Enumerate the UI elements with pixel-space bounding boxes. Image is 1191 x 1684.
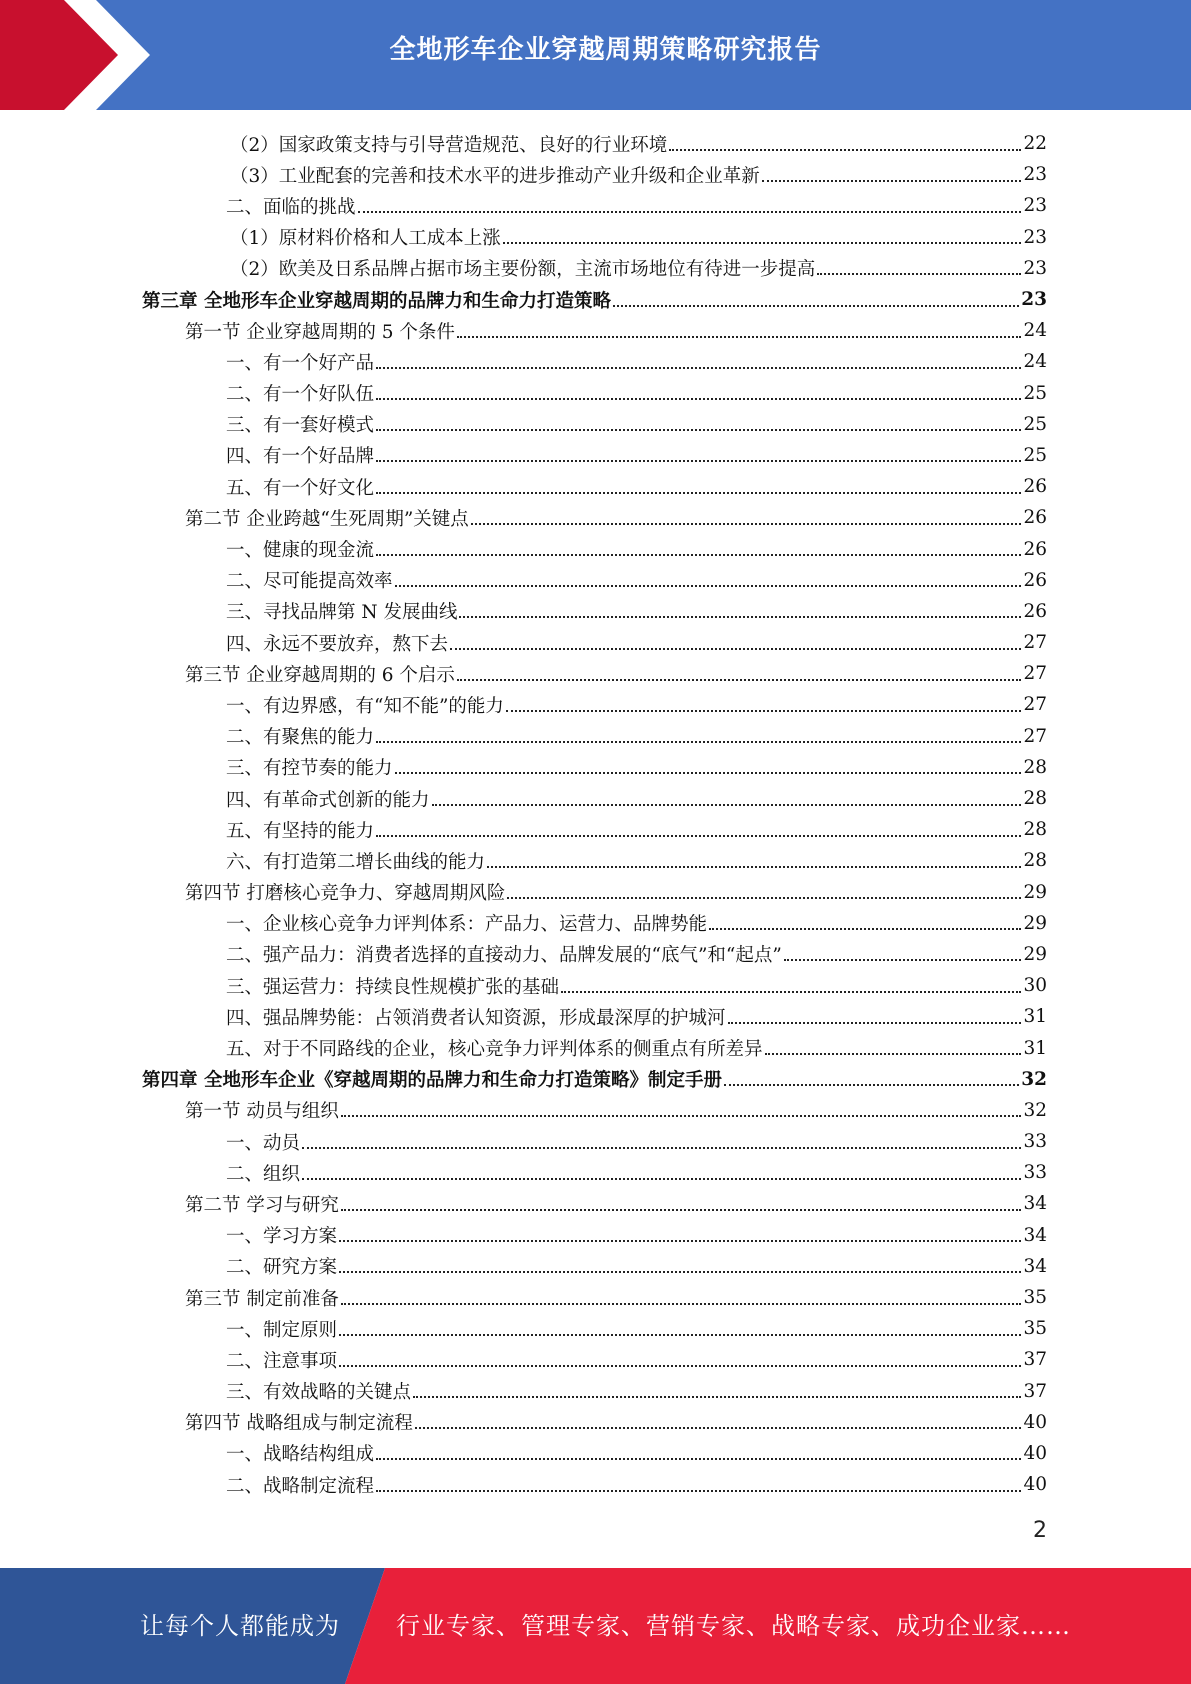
toc-dot-leader [376, 429, 1021, 431]
toc-entry[interactable] [0, 533, 1191, 564]
toc-entry[interactable] [0, 596, 1191, 627]
toc-entry-page: 25 [1023, 382, 1047, 404]
toc-entry[interactable] [0, 908, 1191, 939]
toc-dot-leader [709, 928, 1021, 930]
toc-entry-page: 33 [1023, 1131, 1047, 1153]
toc-entry-page: 23 [1023, 226, 1047, 248]
toc-entry-page: 40 [1023, 1474, 1047, 1496]
toc-entry[interactable] [0, 378, 1191, 409]
toc-entry-title: （2）欧美及日系品牌占据市场主要份额，主流市场地位有待进一步提高 [230, 259, 816, 281]
toc-entry[interactable] [0, 1064, 1191, 1095]
toc-entry[interactable] [0, 222, 1191, 253]
toc-dot-leader [415, 1427, 1022, 1429]
toc-entry-page: 27 [1023, 725, 1047, 747]
toc-dot-leader [302, 1178, 1021, 1180]
toc-entry[interactable] [0, 128, 1191, 159]
report-title: 全地形车企业穿越周期策略研究报告 [389, 35, 822, 65]
toc-entry-page: 22 [1023, 133, 1047, 155]
toc-entry[interactable] [0, 253, 1191, 284]
toc-dot-leader [817, 273, 1021, 275]
toc-dot-leader [341, 1115, 1022, 1117]
toc-entry[interactable] [0, 471, 1191, 502]
toc-entry[interactable] [0, 565, 1191, 596]
toc-entry-page: 34 [1023, 1224, 1047, 1246]
toc-entry-title: 二、组织 [226, 1163, 301, 1185]
toc-dot-leader [358, 211, 1022, 213]
toc-entry[interactable] [0, 1407, 1191, 1438]
toc-entry-title: 第二节 学习与研究 [185, 1194, 339, 1216]
toc-entry-title: 一、健康的现金流 [226, 540, 375, 562]
toc-entry-page: 40 [1023, 1411, 1047, 1433]
toc-dot-leader [339, 1365, 1021, 1367]
toc-entry-page: 35 [1023, 1287, 1047, 1309]
toc-entry-title: 二、注意事项 [226, 1350, 338, 1372]
toc-entry-page: 23 [1023, 257, 1047, 279]
toc-entry-title: 一、学习方案 [226, 1226, 338, 1248]
toc-dot-leader [339, 1334, 1021, 1336]
toc-dot-leader [339, 1271, 1021, 1273]
toc-entry-page: 35 [1023, 1318, 1047, 1340]
toc-entry-page: 29 [1023, 912, 1047, 934]
toc-dot-leader [341, 1303, 1022, 1305]
toc-dot-leader [376, 492, 1021, 494]
toc-dot-leader [376, 741, 1021, 743]
toc-entry-title: 第二节 企业跨越“生死周期”关键点 [185, 508, 469, 530]
toc-dot-leader [395, 772, 1022, 774]
toc-dot-leader [376, 398, 1021, 400]
toc-entry-title: 五、对于不同路线的企业，核心竞争力评判体系的侧重点有所差异 [226, 1039, 763, 1061]
page-header [0, 0, 1191, 110]
toc-entry-title: 二、面临的挑战 [226, 196, 356, 218]
toc-entry[interactable] [0, 346, 1191, 377]
toc-entry[interactable] [0, 159, 1191, 190]
toc-dot-leader [507, 897, 1021, 899]
toc-dot-leader [765, 1053, 1022, 1055]
toc-entry-page: 26 [1023, 538, 1047, 560]
footer-slogan-left: 让每个人都能成为 [140, 1612, 340, 1640]
toc-entry-title: 第四章 全地形车企业《穿越周期的品牌力和生命力打造策略》制定手册 [142, 1070, 722, 1092]
page-number: 2 [1033, 1518, 1047, 1543]
toc-entry-page: 29 [1023, 881, 1047, 903]
table-of-contents [0, 128, 1191, 1500]
toc-entry-title: （3）工业配套的完善和技术水平的进步推动产业升级和企业革新 [230, 165, 760, 187]
toc-entry-title: 二、有一个好队伍 [226, 384, 375, 406]
toc-dot-leader [613, 305, 1019, 307]
toc-dot-leader [459, 616, 1021, 618]
toc-entry[interactable] [0, 1376, 1191, 1407]
toc-entry[interactable] [0, 845, 1191, 876]
toc-entry-page: 34 [1023, 1255, 1047, 1277]
toc-dot-leader [487, 866, 1021, 868]
toc-entry-page: 29 [1023, 943, 1047, 965]
toc-entry-title: 四、永远不要放弃，熬下去 [226, 633, 449, 655]
toc-dot-leader [724, 1084, 1019, 1086]
toc-entry[interactable] [0, 814, 1191, 845]
toc-entry-page: 33 [1023, 1162, 1047, 1184]
toc-entry-title: 第三节 制定前准备 [185, 1288, 339, 1310]
toc-entry-page: 27 [1023, 694, 1047, 716]
toc-entry-page: 23 [1021, 289, 1047, 311]
toc-entry-page: 37 [1023, 1380, 1047, 1402]
toc-entry-title: 六、有打造第二增长曲线的能力 [226, 851, 486, 873]
toc-entry[interactable] [0, 1220, 1191, 1251]
toc-entry-page: 32 [1021, 1068, 1047, 1090]
toc-entry-page: 31 [1023, 1006, 1047, 1028]
toc-dot-leader [341, 1209, 1022, 1211]
toc-entry-title: 二、战略制定流程 [226, 1475, 375, 1497]
toc-entry-page: 26 [1023, 600, 1047, 622]
toc-entry[interactable] [0, 1313, 1191, 1344]
toc-entry-page: 25 [1023, 444, 1047, 466]
toc-entry-page: 34 [1023, 1193, 1047, 1215]
toc-entry[interactable] [0, 1344, 1191, 1375]
toc-dot-leader [376, 1490, 1021, 1492]
toc-entry-title: 三、强运营力：持续良性规模扩张的基础 [226, 976, 560, 998]
toc-entry[interactable] [0, 190, 1191, 221]
toc-dot-leader [413, 1396, 1021, 1398]
toc-entry[interactable] [0, 1251, 1191, 1282]
toc-entry[interactable] [0, 970, 1191, 1001]
toc-entry-page: 28 [1023, 756, 1047, 778]
toc-entry[interactable] [0, 1095, 1191, 1126]
toc-entry-page: 25 [1023, 413, 1047, 435]
toc-dot-leader [432, 804, 1022, 806]
toc-entry-title: 一、制定原则 [226, 1319, 338, 1341]
toc-entry-title: 第四节 战略组成与制定流程 [185, 1413, 413, 1435]
toc-entry[interactable] [0, 658, 1191, 689]
toc-dot-leader [728, 1022, 1022, 1024]
toc-entry-page: 28 [1023, 819, 1047, 841]
toc-entry-title: 第一节 企业穿越周期的 5 个条件 [185, 321, 455, 343]
toc-entry[interactable] [0, 1001, 1191, 1032]
toc-entry[interactable] [0, 627, 1191, 658]
toc-entry-page: 23 [1023, 164, 1047, 186]
toc-dot-leader [339, 1240, 1021, 1242]
toc-entry-page: 24 [1023, 320, 1047, 342]
toc-entry[interactable] [0, 1032, 1191, 1063]
toc-dot-leader [376, 460, 1021, 462]
toc-entry[interactable] [0, 689, 1191, 720]
toc-entry-page: 30 [1023, 975, 1047, 997]
toc-entry[interactable] [0, 721, 1191, 752]
toc-entry-title: 一、有边界感，有“知不能”的能力 [226, 695, 504, 717]
toc-entry-page: 24 [1023, 351, 1047, 373]
toc-entry-page: 26 [1023, 507, 1047, 529]
toc-entry[interactable] [0, 752, 1191, 783]
toc-entry-page: 27 [1023, 663, 1047, 685]
toc-entry[interactable] [0, 502, 1191, 533]
toc-entry-page: 32 [1023, 1099, 1047, 1121]
toc-entry[interactable] [0, 1469, 1191, 1500]
toc-entry-title: 一、企业核心竞争力评判体系：产品力、运营力、品牌势能 [226, 914, 708, 936]
toc-entry[interactable] [0, 939, 1191, 970]
toc-entry-title: 四、有一个好品牌 [226, 446, 375, 468]
toc-entry[interactable] [0, 409, 1191, 440]
toc-entry-title: 五、有坚持的能力 [226, 820, 375, 842]
toc-dot-leader [376, 835, 1021, 837]
toc-entry-title: 五、有一个好文化 [226, 477, 375, 499]
footer-slogan-right: 行业专家、管理专家、营销专家、战略专家、成功企业家…… [396, 1612, 1071, 1640]
toc-dot-leader [395, 585, 1022, 587]
toc-entry-title: 一、有一个好产品 [226, 352, 375, 374]
toc-entry-title: （1）原材料价格和人工成本上涨 [230, 228, 501, 250]
toc-entry-title: 第三章 全地形车企业穿越周期的品牌力和生命力打造策略 [142, 290, 611, 312]
toc-entry-title: 三、寻找品牌第 N 发展曲线 [226, 602, 458, 624]
toc-entry-page: 26 [1023, 476, 1047, 498]
toc-dot-leader [376, 1458, 1021, 1460]
toc-entry[interactable] [0, 1188, 1191, 1219]
toc-entry-title: 四、强品牌势能：占领消费者认知资源，形成最深厚的护城河 [226, 1007, 726, 1029]
toc-entry-title: （2）国家政策支持与引导营造规范、良好的行业环境 [230, 134, 668, 156]
toc-entry-page: 27 [1023, 632, 1047, 654]
toc-entry-page: 28 [1023, 788, 1047, 810]
toc-entry[interactable] [0, 1126, 1191, 1157]
toc-entry[interactable] [0, 315, 1191, 346]
toc-dot-leader [506, 710, 1022, 712]
toc-entry[interactable] [0, 284, 1191, 315]
toc-entry-page: 40 [1023, 1442, 1047, 1464]
toc-dot-leader [561, 991, 1021, 993]
toc-dot-leader [669, 149, 1021, 151]
toc-entry-title: 三、有效战略的关键点 [226, 1382, 412, 1404]
toc-dot-leader [784, 959, 1022, 961]
toc-entry-page: 28 [1023, 850, 1047, 872]
toc-entry-page: 31 [1023, 1037, 1047, 1059]
toc-entry-title: 一、战略结构组成 [226, 1444, 375, 1466]
toc-entry[interactable] [0, 783, 1191, 814]
toc-entry-title: 三、有一套好模式 [226, 415, 375, 437]
toc-entry[interactable] [0, 1157, 1191, 1188]
toc-entry-title: 第四节 打磨核心竞争力、穿越周期风险 [185, 883, 506, 905]
toc-entry-title: 一、动员 [226, 1132, 301, 1154]
toc-entry-title: 二、尽可能提高效率 [226, 571, 393, 593]
toc-dot-leader [457, 679, 1022, 681]
toc-entry-page: 37 [1023, 1349, 1047, 1371]
toc-entry[interactable] [0, 1438, 1191, 1469]
toc-entry-page: 26 [1023, 569, 1047, 591]
toc-entry-title: 第三节 企业穿越周期的 6 个启示 [185, 664, 455, 686]
toc-entry[interactable] [0, 440, 1191, 471]
toc-entry-title: 二、强产品力：消费者选择的直接动力、品牌发展的“底气”和“起点” [226, 945, 782, 967]
toc-dot-leader [503, 242, 1022, 244]
page-footer [0, 1568, 1191, 1684]
toc-dot-leader [376, 367, 1021, 369]
toc-entry-title: 二、有聚焦的能力 [226, 727, 375, 749]
toc-dot-leader [376, 554, 1021, 556]
toc-entry-page: 23 [1023, 195, 1047, 217]
toc-entry-title: 二、研究方案 [226, 1257, 338, 1279]
toc-entry[interactable] [0, 877, 1191, 908]
toc-entry-title: 三、有控节奏的能力 [226, 758, 393, 780]
toc-dot-leader [457, 336, 1022, 338]
toc-dot-leader [471, 523, 1022, 525]
toc-dot-leader [450, 648, 1021, 650]
toc-entry-title: 第一节 动员与组织 [185, 1101, 339, 1123]
toc-entry-title: 四、有革命式创新的能力 [226, 789, 430, 811]
toc-dot-leader [762, 180, 1022, 182]
toc-dot-leader [302, 1147, 1021, 1149]
toc-entry[interactable] [0, 1282, 1191, 1313]
